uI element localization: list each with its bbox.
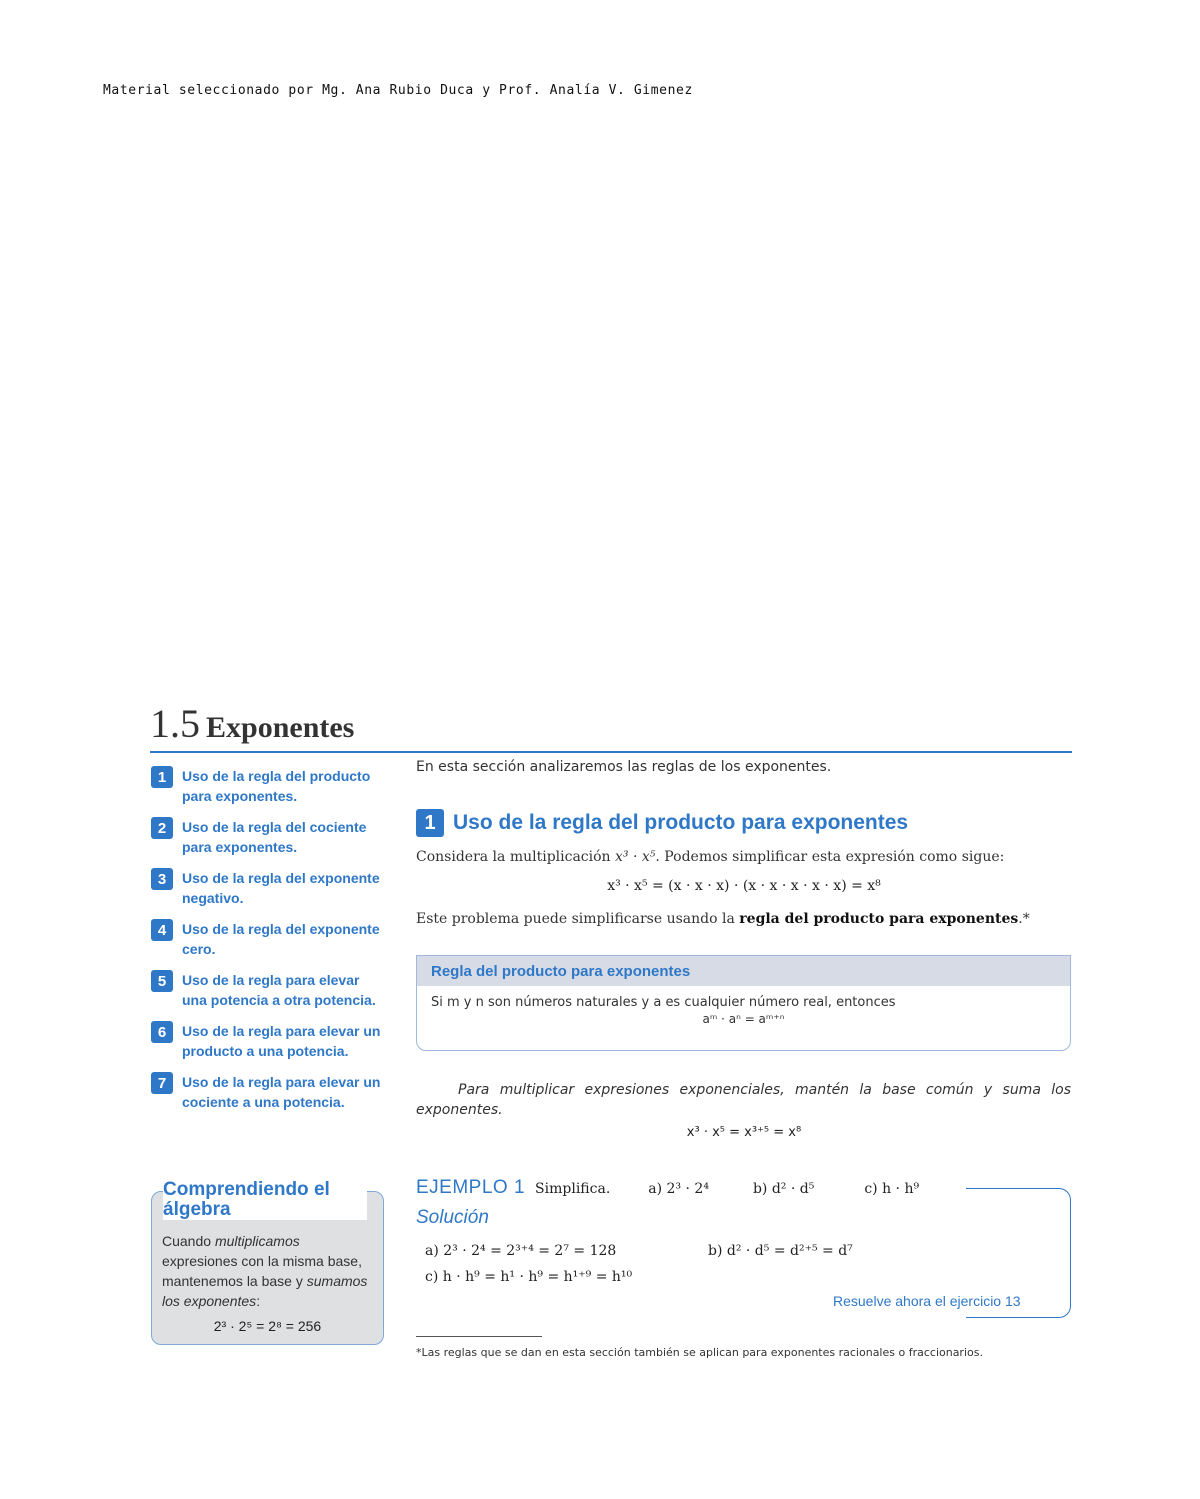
example-label: EJEMPLO 1 [416,1177,526,1198]
example-instruction: Simplifica. [535,1181,611,1197]
side-note-text: Cuando multiplicamos expresiones con la misma base, mantenemos la base y sumamos los exponentes: [162,1233,368,1309]
footnote: *Las reglas que se dan en esta sección también se aplican para exponentes racionales o fraccionarios. [416,1346,983,1359]
section-number: 1.5 [150,701,200,746]
practice-exercise-link[interactable]: Resuelve ahora el ejercicio 13 [833,1293,1027,1309]
title-divider [150,751,1072,753]
equation-1: x³ · x⁵ = (x · x · x) · (x · x · x · x · x) = x⁸ [607,878,881,894]
equation-2: x³ · x⁵ = x³⁺⁵ = x⁸ [686,1125,802,1140]
example-part-a: a) 2³ · 2⁴ [648,1181,709,1197]
rule-box-formula: aᵐ · aⁿ = aᵐ⁺ⁿ [702,1012,785,1026]
objective-number: 7 [151,1072,173,1094]
objective-item [151,919,391,959]
objectives-list [151,766,391,1123]
example-header [416,1177,925,1199]
objective-text: Uso de la regla para elevar un cociente a una potencia. [182,1074,381,1110]
solution-label: Solución [416,1207,489,1228]
objective-item [151,1072,391,1112]
objective-text: Uso de la regla del producto para exponentes. [182,768,371,804]
header-note: Material seleccionado por Mg. Ana Rubio Duca y Prof. Analía V. Gimenez [103,83,693,98]
rule-box-statement: Si m y n son números naturales y a es cualquier número real, entonces [431,995,896,1010]
objective-text: Uso de la regla del cociente para exponentes. [182,819,367,855]
objective-number: 5 [151,970,173,992]
section-title [150,700,354,747]
objective-text: Uso de la regla del exponente negativo. [182,870,380,906]
example-part-b: b) d² · d⁵ [752,1181,815,1197]
objective-text: Uso de la regla para elevar un producto a una potencia. [182,1023,381,1059]
objective-text: Uso de la regla para elevar una potencia a otra potencia. [182,972,376,1008]
rule-box [416,955,1071,1051]
objective-heading-number: 1 [416,809,444,837]
objective-number: 3 [151,868,173,890]
objective-number: 4 [151,919,173,941]
rule-box-title: Regla del producto para exponentes [417,956,1070,986]
example-part-c: c) h · h⁹ [864,1181,925,1197]
objective-heading [416,809,908,837]
objective-item [151,868,391,908]
section-name: Exponentes [206,711,355,744]
objective-item [151,970,391,1010]
solution-c: c) h · h⁹ = h¹ · h⁹ = h¹⁺⁹ = h¹⁰ [425,1269,633,1285]
paragraph-1: Considera la multiplicación x³ · x⁵. Podemos simplificar esta expresión como sigue: [416,849,1005,865]
side-note-title: Comprendiendo el álgebra [163,1180,367,1220]
objective-number: 2 [151,817,173,839]
objective-item [151,766,391,806]
objective-heading-text: Uso de la regla del producto para exponentes [453,811,909,834]
italic-paragraph: Para multiplicar expresiones exponenciales, mantén la base común y suma los exponentes. [416,1082,1071,1118]
solution-b: b) d² · d⁵ = d²⁺⁵ = d⁷ [708,1243,853,1259]
intro-text: En esta sección analizaremos las reglas de los exponentes. [416,759,832,775]
objective-text: Uso de la regla del exponente cero. [182,921,380,957]
footnote-divider [416,1336,542,1337]
objective-number: 1 [151,766,173,788]
side-note-formula: 2³ · 2⁵ = 2⁸ = 256 [213,1318,322,1334]
objective-item [151,1021,391,1061]
objective-number: 6 [151,1021,173,1043]
paragraph-2: Este problema puede simplificarse usando la regla del producto para exponentes.* [416,911,1030,927]
objective-item [151,817,391,857]
solution-a: a) 2³ · 2⁴ = 2³⁺⁴ = 2⁷ = 128 [425,1243,617,1259]
